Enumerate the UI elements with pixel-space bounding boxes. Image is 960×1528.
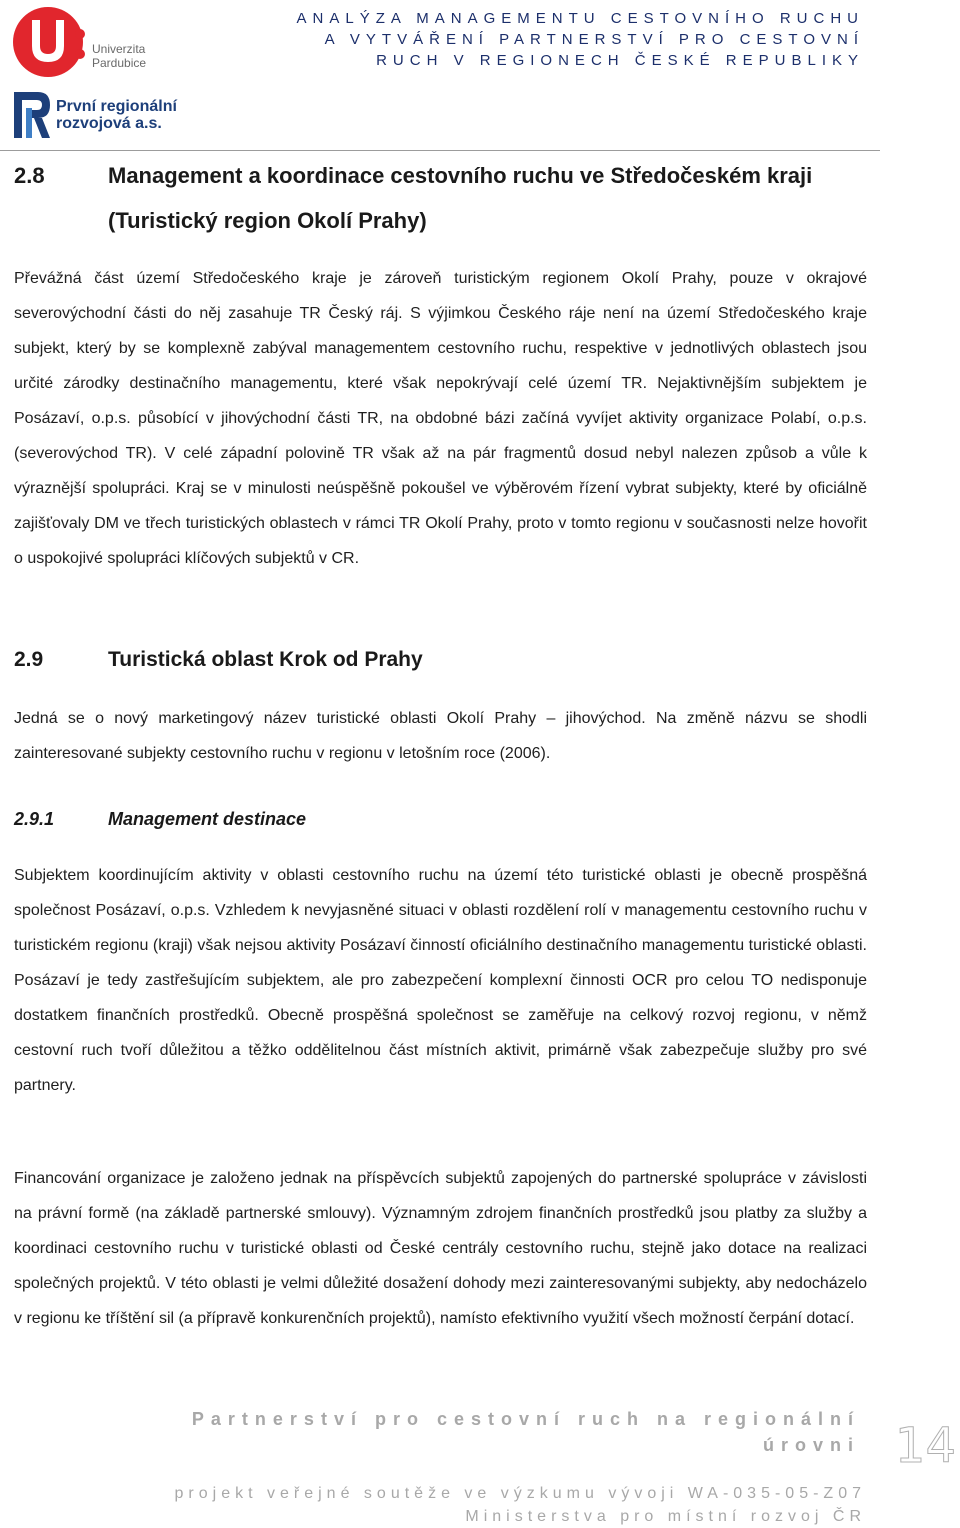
section-2-8-title-line1: Management a koordinace cestovního ruchu ve Středočeském kraji <box>108 163 813 188</box>
upce-line2: Pardubice <box>92 56 147 70</box>
footer-project-line1: projekt veřejné soutěže ve výzkumu vývoji WA-035-05-Z07 <box>174 1485 866 1502</box>
document-header-title <box>264 8 864 71</box>
section-2-9-number: 2.9 <box>14 648 44 671</box>
section-2-9-1-paragraph-2: Financování organizace je založeno jednak na příspěvcích subjektů zapojených do partnerské spolupráce v závislosti na právní formě (na základě partnerské smlouvy). Významným zdrojem finančních prostředků jsou platby za služby a koordinaci cestovního ruchu v turistické oblasti od České centrály cestovního ruchu, stejně jako dotace na realizaci společných projektů. V této oblasti je velmi důležité dosažení dohody mezi zainteresovanými subjekty, aby nedocházelo v regionu ke tříštění sil (a přípravě konkurenčních projektů), namísto efektivního využití všech možností čerpání dotací. <box>14 1170 867 1327</box>
univerzita-pardubice-logo-icon <box>12 6 88 78</box>
prvni-regionalni-name <box>56 98 177 132</box>
footer-partnership-title: Partnerství pro cestovní ruch na regionální úrovni <box>191 1409 860 1455</box>
section-2-9-1-number: 2.9.1 <box>14 809 55 829</box>
logo-prvni-regionalni-rozvojova <box>12 88 192 142</box>
section-2-9-1-paragraph-1: Subjektem koordinujícím aktivity v oblasti cestovního ruchu na území této turistické oblasti je obecně prospěšná společnost Posázaví, o.p.s. Vzhledem k nevyjasněné situaci v oblasti rozdělení rolí v managementu cestovního ruchu v turistickém regionu (kraji) však nejsou aktivity Posázaví činností oficiálního destinačního managementu turistické oblasti. Posázaví je tedy zastřešujícím subjektem, ale pro zabezpečení komplexní činnosti OCR pro celou TO nedisponuje dostatkem finančních prostředků. Obecně prospěšná společnost se zaměřuje na celkový rozvoj regionu, v němž cestovní ruch tvoří důležitou a těžko oddělitelnou část místních aktivit, primárně však zabezpečuje služby pro své partnery. <box>14 867 867 1094</box>
section-2-8-title-line2: (Turistický region Okolí Prahy) <box>108 208 427 233</box>
footer-project-info <box>106 1482 866 1528</box>
section-2-9-1-title: Management destinace <box>108 809 307 829</box>
page-number: 14 <box>894 1418 956 1474</box>
univerzita-pardubice-name <box>92 42 146 70</box>
section-2-8-number: 2.8 <box>14 163 45 188</box>
prvni-regionalni-logo-icon <box>12 88 54 142</box>
section-2-9-paragraph: Jedná se o nový marketingový název turistické oblasti Okolí Prahy – jihovýchod. Na změně názvu se shodli zainteresované subjekty cestovního ruchu v regionu v letošním roce (2006). <box>14 710 867 762</box>
upce-line1: Univerzita <box>92 42 146 56</box>
header-title-line3: RUCH V REGIONECH ČESKÉ REPUBLIKY <box>376 52 864 69</box>
logo-univerzita-pardubice <box>12 6 162 78</box>
header-title-line2: A VYTVÁŘENÍ PARTNERSTVÍ PRO CESTOVNÍ <box>324 31 864 48</box>
section-2-8-paragraph: Převážná část území Středočeského kraje je zároveň turistickým regionem Okolí Prahy, pouze v okrajové severovýchodní části do něj zasahuje TR Český ráj. S výjimkou Českého ráje není na území Středočeského kraje subjekt, který by se komplexně zabýval managementem cestovního ruchu, respektive v jednotlivých oblastech jsou určité zárodky destinačního managementu, které však nepokrývají celé území TR. Nejaktivnějším subjektem je Posázaví, o.p.s. působící v jihovýchodní části TR, na obdobné bázi začíná vyvíjet aktivity organizace Polabí, o.p.s. (severovýchod TR). V celé západní polovině TR však až na pár fragmentů dosud nebyl nalezen způsob a vůle k výraznější spolupráci. Kraj se v minulosti neúspěšně pokoušel ve výběrovém řízení vybrat subjekty, které by oficiálně zajišťovaly DM ve třech turistických oblastech v rámci TR Okolí Prahy, proto v tomto regionu v současnosti nelze hovořit o uspokojivé spolupráci klíčových subjektů v CR. <box>14 270 867 567</box>
header-divider <box>0 150 880 151</box>
section-2-9-title: Turistická oblast Krok od Prahy <box>108 648 423 671</box>
prr-line2: rozvojová a.s. <box>56 115 162 132</box>
footer-project-line2: Ministerstva pro místní rozvoj ČR <box>465 1508 866 1525</box>
header-title-line1: ANALÝZA MANAGEMENTU CESTOVNÍHO RUCHU <box>296 10 864 27</box>
prr-line1: První regionální <box>56 98 177 115</box>
